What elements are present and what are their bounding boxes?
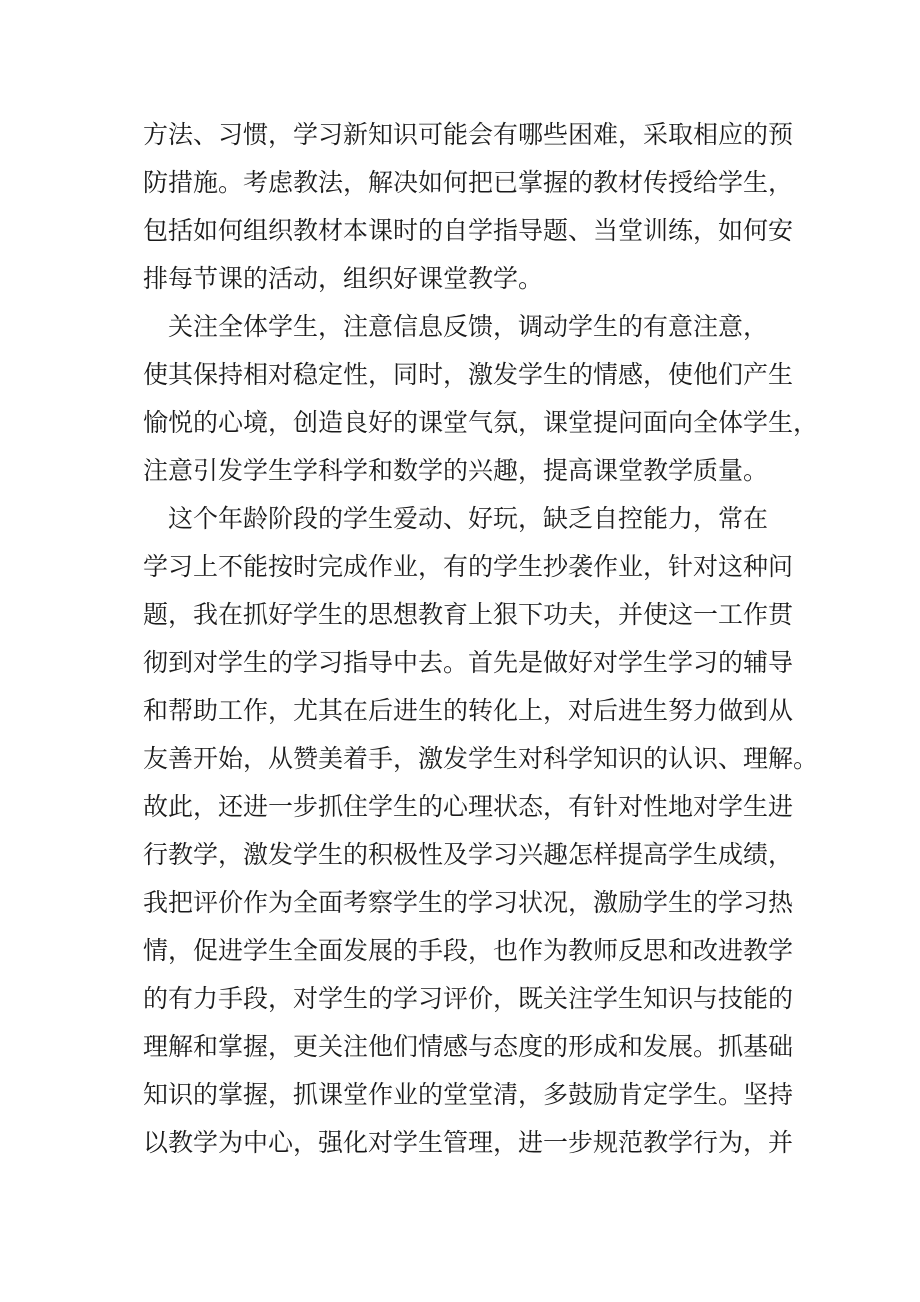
text-line: 方法、习惯，学习新知识可能会有哪些困难，采取相应的预 <box>143 120 794 149</box>
text-line: 的有力手段，对学生的学习评价，既关注学生知识与技能的 <box>143 984 794 1013</box>
text-line: 包括如何组织教材本课时的自学指导题、当堂训练，如何安 <box>143 216 794 245</box>
text-line: 以教学为中心，强化对学生管理，进一步规范教学行为，并 <box>143 1128 794 1157</box>
text-line: 彻到对学生的学习指导中去。首先是做好对学生学习的辅导 <box>143 648 794 677</box>
text-line: 排每节课的活动，组织好课堂教学。 <box>143 264 544 293</box>
text-line: 理解和掌握，更关注他们情感与态度的形成和发展。抓基础 <box>143 1032 794 1061</box>
text-line: 我把评价作为全面考察学生的学习状况，激励学生的学习热 <box>143 888 794 917</box>
text-line: 学习上不能按时完成作业，有的学生抄袭作业，针对这种问 <box>143 552 794 581</box>
text-line: 和帮助工作，尤其在后进生的转化上，对后进生努力做到从 <box>143 696 794 725</box>
text-line: 行教学，激发学生的积极性及学习兴趣怎样提高学生成绩， <box>143 840 794 869</box>
body-text <box>143 111 819 1167</box>
text-line: 知识的掌握，抓课堂作业的堂堂清，多鼓励肯定学生。坚持 <box>143 1080 794 1109</box>
text-line: 情，促进学生全面发展的手段，也作为教师反思和改进教学 <box>143 936 794 965</box>
text-line: 愉悦的心境，创造良好的课堂气氛，课堂提问面向全体学生， <box>143 408 819 437</box>
text-line: 题，我在抓好学生的思想教育上狠下功夫，并使这一工作贯 <box>143 600 794 629</box>
text-line: 友善开始，从赞美着手，激发学生对科学知识的认识、理解。 <box>143 744 819 773</box>
text-line: 故此，还进一步抓住学生的心理状态，有针对性地对学生进 <box>143 792 794 821</box>
text-line: 这个年龄阶段的学生爱动、好玩，缺乏自控能力，常在 <box>143 504 769 533</box>
text-line: 关注全体学生，注意信息反馈，调动学生的有意注意， <box>143 312 769 341</box>
text-line: 使其保持相对稳定性，同时，激发学生的情感，使他们产生 <box>143 360 794 389</box>
text-line: 注意引发学生学科学和数学的兴趣，提高课堂教学质量。 <box>143 456 769 485</box>
text-line: 防措施。考虑教法，解决如何把已掌握的教材传授给学生， <box>143 168 794 197</box>
